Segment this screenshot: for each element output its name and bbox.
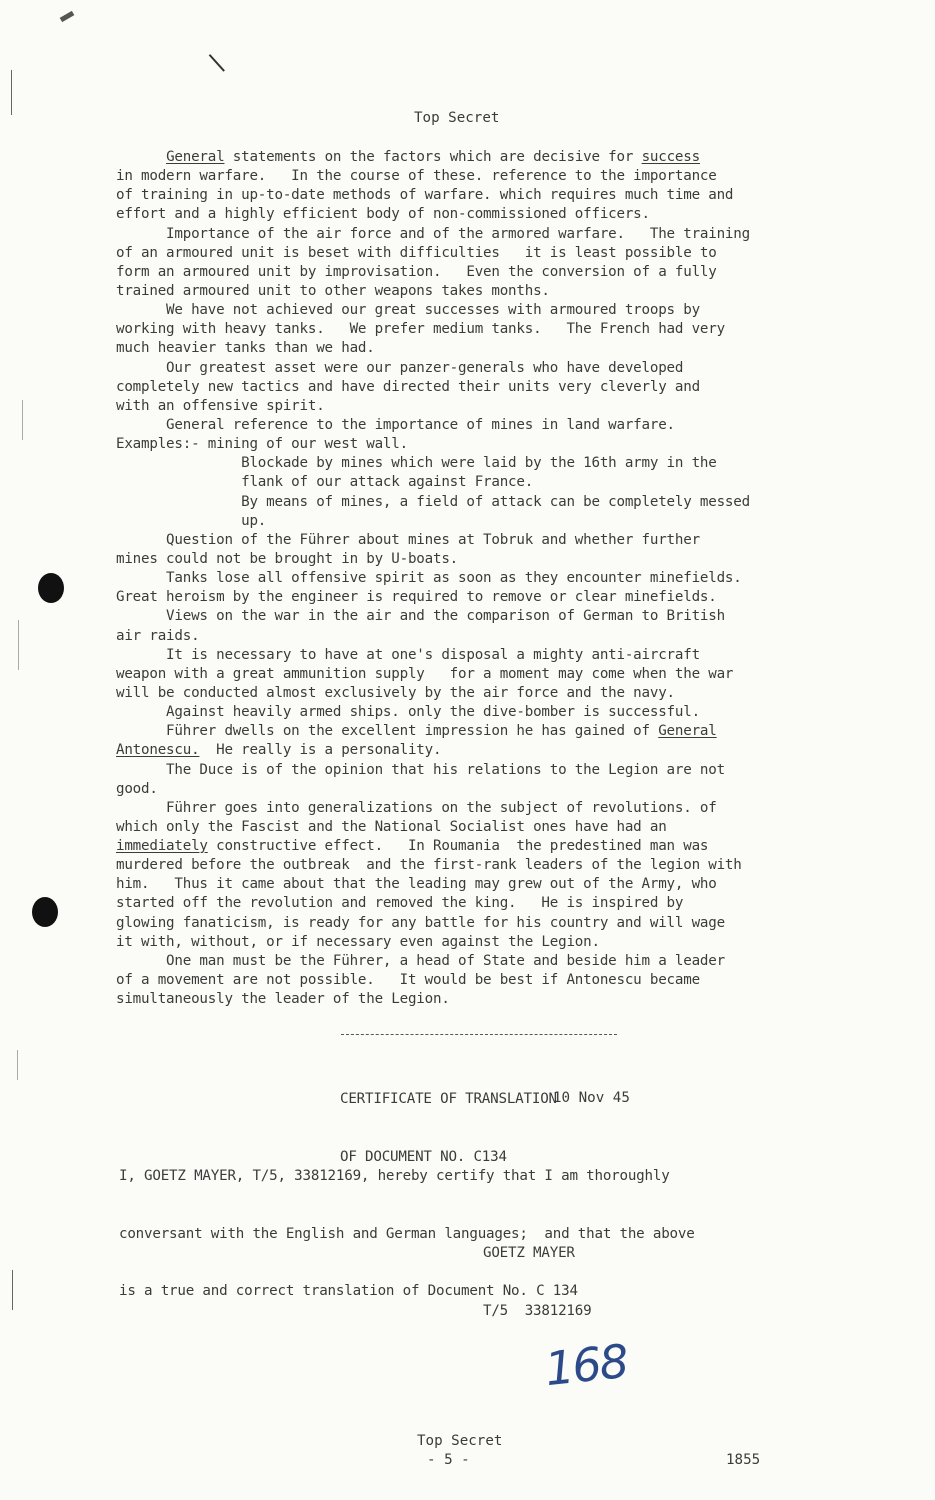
- body-line: [116, 703, 750, 722]
- handwritten-page-number: 168: [542, 1333, 630, 1397]
- body-line: [116, 780, 750, 799]
- body-line: [116, 722, 750, 741]
- body-line: [116, 205, 750, 224]
- body-line: [116, 493, 750, 512]
- body-text-segment: Great heroism by the engineer is required to remove or clear minefields.: [116, 589, 717, 606]
- separator-rule: [341, 1034, 617, 1035]
- body-text-segment: of an armoured unit is beset with difficulties it is least possible to: [116, 244, 717, 261]
- body-text-segment: trained armoured unit to other weapons takes months.: [116, 282, 550, 299]
- body-text-segment: We have not achieved our great successes with armoured troops by: [116, 302, 700, 319]
- body-line: [116, 512, 750, 531]
- footer-classification: Top Secret: [417, 1433, 503, 1449]
- body-text-segment: Führer dwells on the excellent impression he has gained of: [116, 723, 659, 740]
- body-line: [116, 454, 750, 473]
- body-line: [116, 569, 750, 588]
- body-text-segment: statements on the factors which are decisive for: [224, 149, 642, 165]
- scan-mark: [60, 11, 75, 22]
- body-line: [116, 167, 750, 186]
- body-text-segment: [116, 149, 166, 165]
- margin-line: [12, 1270, 13, 1310]
- signature-name: GOETZ MAYER: [483, 1245, 575, 1262]
- certificate-statement-line: conversant with the English and German languages; and that the above: [119, 1225, 695, 1242]
- underlined-text: Antonescu.: [116, 742, 200, 759]
- body-text-segment: of a movement are not possible. It would be best if Antonescu became: [116, 972, 700, 989]
- body-text-segment: form an armoured unit by improvisation. Even the conversion of a fully: [116, 263, 717, 280]
- body-line: [116, 301, 750, 320]
- translator-signature: [483, 1206, 591, 1359]
- body-line: [116, 225, 750, 244]
- body-text-segment: flank of our attack against France.: [116, 474, 534, 491]
- body-line: [116, 933, 750, 952]
- body-line: [116, 263, 750, 282]
- body-text-segment: which only the Fascist and the National Socialist ones have had an: [116, 818, 667, 835]
- body-line: [116, 148, 750, 167]
- body-text-segment: mines could not be brought in by U-boats.: [116, 550, 459, 567]
- body-line: [116, 837, 750, 856]
- body-text-segment: much heavier tanks than we had.: [116, 340, 375, 357]
- body-line: [116, 378, 750, 397]
- body-text-segment: with an offensive spirit.: [116, 397, 325, 414]
- margin-line: [22, 400, 23, 440]
- body-line: [116, 531, 750, 550]
- body-line: [116, 799, 750, 818]
- body-text-segment: Views on the war in the air and the comparison of German to British: [116, 608, 725, 625]
- body-text-segment: him. Thus it came about that the leading may grew out of the Army, who: [116, 876, 717, 893]
- page-number: - 5 -: [427, 1452, 470, 1468]
- body-text-segment: glowing fanaticism, is ready for any battle for his country and will wage: [116, 914, 725, 931]
- body-line: [116, 894, 750, 913]
- body-line: [116, 435, 750, 454]
- certificate-date: 10 Nov 45: [553, 1090, 630, 1106]
- body-line: [116, 856, 750, 875]
- body-line: [116, 818, 750, 837]
- body-text-segment: good.: [116, 780, 158, 797]
- body-text-segment: The Duce is of the opinion that his relations to the Legion are not: [116, 761, 725, 778]
- body-text-segment: Our greatest asset were our panzer-generals who have developed: [116, 359, 684, 376]
- body-text-segment: One man must be the Führer, a head of State and beside him a leader: [116, 952, 725, 969]
- body-text-segment: murdered before the outbreak and the first-rank leaders of the legion with: [116, 857, 742, 874]
- signature-id: T/5 33812169: [483, 1302, 592, 1319]
- body-line: [116, 550, 750, 569]
- body-line: [116, 627, 750, 646]
- body-text-segment: constructive effect. In Roumania the predestined man was: [207, 838, 709, 855]
- body-line: [116, 359, 750, 378]
- underlined-text: success: [641, 149, 700, 165]
- body-text-segment: Führer goes into generalizations on the subject of revolutions. of: [116, 799, 717, 816]
- body-line: [116, 761, 750, 780]
- body-text-segment: up.: [116, 512, 267, 529]
- page-header-classification: Top Secret: [414, 110, 500, 126]
- body-text-segment: it with, without, or if necessary even against the Legion.: [116, 933, 600, 950]
- binder-hole: [32, 897, 58, 927]
- body-text-segment: completely new tactics and have directed their units very cleverly and: [116, 378, 700, 395]
- binder-hole: [38, 573, 64, 603]
- margin-line: [18, 620, 19, 670]
- certificate-statement: [119, 1129, 695, 1340]
- body-line: [116, 416, 750, 435]
- body-line: [116, 339, 750, 358]
- body-text-segment: Blockade by mines which were laid by the 16th army in the: [116, 455, 717, 472]
- body-line: [116, 397, 750, 416]
- body-text-segment: air raids.: [116, 627, 200, 644]
- body-text-segment: in modern warfare. In the course of these. reference to the importance: [116, 168, 717, 185]
- body-line: [116, 971, 750, 990]
- body-text-segment: effort and a highly efficient body of non-commissioned officers.: [116, 206, 650, 223]
- body-text-segment: weapon with a great ammunition supply for a moment may come when the war: [116, 665, 734, 682]
- body-line: [116, 473, 750, 492]
- body-line: [116, 914, 750, 933]
- body-line: [116, 990, 750, 1009]
- body-line: [116, 282, 750, 301]
- body-text-segment: He really is a personality.: [199, 742, 442, 759]
- scan-mark: [209, 54, 225, 71]
- underlined-text: immediately: [116, 838, 208, 855]
- body-line: [116, 244, 750, 263]
- certificate-heading-line: OF DOCUMENT NO. C134: [340, 1148, 507, 1165]
- certificate-statement-line: is a true and correct translation of Document No. C 134: [119, 1283, 578, 1300]
- underlined-text: General: [166, 149, 225, 165]
- body-line: [116, 646, 750, 665]
- body-text-segment: General reference to the importance of mines in land warfare.: [116, 416, 675, 433]
- margin-line: [11, 70, 12, 115]
- body-text: [116, 148, 750, 1009]
- body-text-segment: It is necessary to have at one's disposal a mighty anti-aircraft: [116, 646, 700, 663]
- body-line: [116, 952, 750, 971]
- body-line: [116, 186, 750, 205]
- body-text-segment: working with heavy tanks. We prefer medium tanks. The French had very: [116, 321, 725, 338]
- body-text-segment: Question of the Führer about mines at Tobruk and whether further: [116, 531, 700, 548]
- body-text-segment: Against heavily armed ships. only the dive-bomber is successful.: [116, 704, 700, 721]
- body-line: [116, 684, 750, 703]
- body-text-segment: will be conducted almost exclusively by the air force and the navy.: [116, 684, 675, 701]
- body-text-segment: Tanks lose all offensive spirit as soon as they encounter minefields.: [116, 570, 742, 587]
- body-line: [116, 607, 750, 626]
- body-line: [116, 665, 750, 684]
- body-text-segment: started off the revolution and removed the king. He is inspired by: [116, 895, 684, 912]
- body-text-segment: of training in up-to-date methods of warfare. which requires much time and: [116, 187, 734, 204]
- body-line: [116, 875, 750, 894]
- body-line: [116, 320, 750, 339]
- body-text-segment: Examples:- mining of our west wall.: [116, 436, 408, 453]
- body-text-segment: simultaneously the leader of the Legion.: [116, 991, 450, 1008]
- body-text-segment: Importance of the air force and of the armored warfare. The training: [116, 225, 750, 242]
- underlined-text: General: [658, 723, 717, 740]
- document-number: 1855: [726, 1452, 761, 1468]
- margin-line: [17, 1050, 18, 1080]
- body-line: [116, 588, 750, 607]
- certificate-heading-line: CERTIFICATE OF TRANSLATION: [340, 1091, 557, 1108]
- body-line: [116, 741, 750, 760]
- certificate-statement-line: I, GOETZ MAYER, T/5, 33812169, hereby certify that I am thoroughly: [119, 1168, 670, 1185]
- body-text-segment: By means of mines, a field of attack can be completely messed: [116, 493, 750, 510]
